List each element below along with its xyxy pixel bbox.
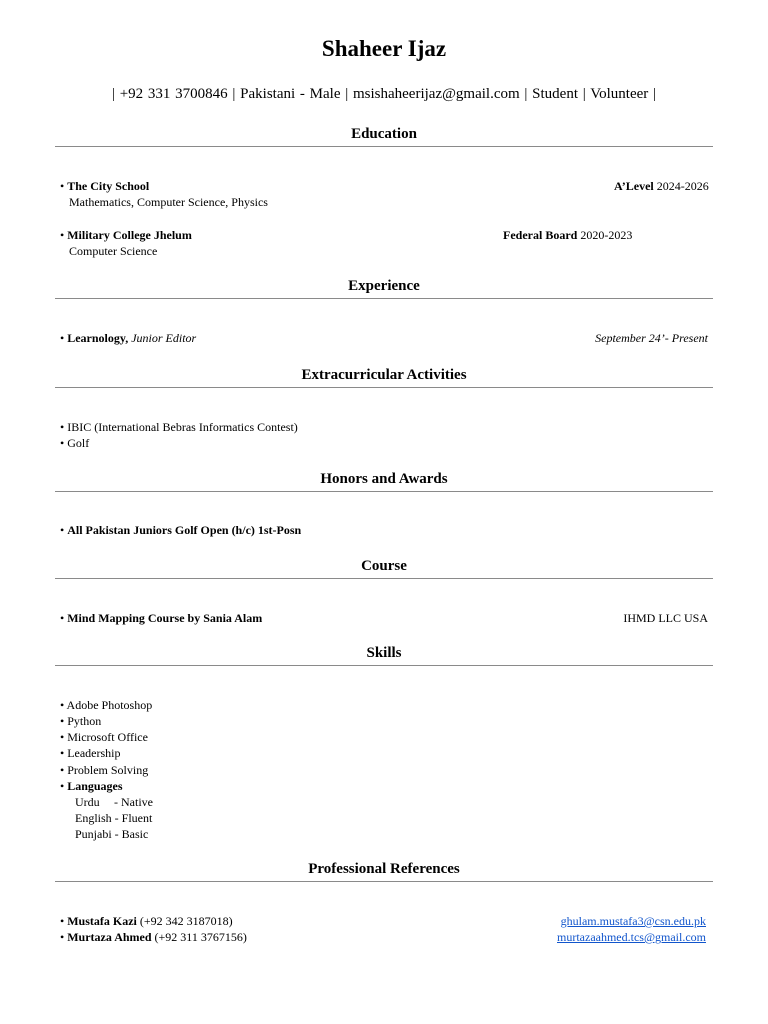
education-board-1 — [614, 178, 709, 194]
reference-phone: (+92 311 3767156) — [154, 930, 247, 944]
course-item: • Mind Mapping Course by Sania Alam — [60, 611, 263, 625]
section-title: Education — [351, 126, 417, 142]
school-name: The City School — [67, 179, 150, 193]
skill-item: • Microsoft Office — [60, 730, 148, 744]
experience-org: Learnology, — [67, 331, 129, 345]
skill-item: • Problem Solving — [60, 763, 149, 777]
section-experience — [55, 276, 713, 299]
board-name: Federal Board — [503, 228, 578, 242]
reference-name: Murtaza Ahmed — [67, 930, 152, 944]
education-years: 2024-2026 — [656, 179, 709, 193]
section-title: Honors and Awards — [320, 471, 448, 487]
section-honors — [55, 469, 713, 492]
language-row: Urdu - Native — [75, 795, 153, 809]
section-references — [55, 859, 713, 882]
reference-email-link[interactable]: murtazaahmed.tcs@gmail.com — [557, 930, 706, 944]
education-item-1: • The City School — [60, 179, 150, 193]
section-title: Professional References — [308, 861, 460, 877]
education-detail-1: Mathematics, Computer Science, Physics — [69, 195, 268, 209]
skill-languages: • Languages — [60, 779, 123, 793]
list-item: • Golf — [60, 436, 90, 450]
school-name: Military College Jhelum — [67, 228, 192, 242]
experience-item: • Learnology, Junior Editor — [60, 331, 197, 345]
section-skills — [55, 643, 713, 666]
course-name: Mind Mapping Course by Sania Alam — [67, 611, 263, 625]
course-provider: IHMD LLC USA — [623, 611, 708, 625]
reference-phone: (+92 342 3187018) — [139, 914, 233, 928]
section-title: Experience — [348, 278, 420, 294]
language-row: Punjabi - Basic — [75, 827, 149, 841]
list-item: • IBIC (International Bebras Informatics Contest) — [60, 420, 298, 434]
board-name: A’Level — [614, 179, 654, 193]
language-row: English - Fluent — [75, 811, 153, 825]
education-detail-2: Computer Science — [69, 244, 158, 258]
honor-item: • All Pakistan Juniors Golf Open (h/c) 1st-Posn — [60, 523, 302, 537]
contact-line: | +92 331 3700846 | Pakistani - Male | msishaheerijaz@gmail.com | Student | Volunteer | — [111, 86, 657, 102]
skill-item: • Leadership — [60, 746, 121, 760]
section-course — [55, 556, 713, 579]
reference-email-link[interactable]: ghulam.mustafa3@csn.edu.pk — [560, 914, 706, 928]
reference-item: • Mustafa Kazi (+92 342 3187018) — [60, 914, 233, 928]
section-extracurricular — [55, 365, 713, 388]
reference-name: Mustafa Kazi — [67, 914, 137, 928]
section-title: Course — [361, 558, 407, 574]
education-years: 2020-2023 — [580, 228, 633, 242]
skill-item: • Python — [60, 714, 102, 728]
experience-dates: September 24’- Present — [595, 331, 708, 345]
resume-name: Shaheer Ijaz — [321, 36, 447, 61]
section-title: Extracurricular Activities — [301, 367, 467, 383]
section-title: Skills — [366, 645, 402, 661]
education-item-2: • Military College Jhelum — [60, 228, 192, 242]
reference-item: • Murtaza Ahmed (+92 311 3767156) — [60, 930, 247, 944]
skill-item: • Adobe Photoshop — [60, 698, 153, 712]
section-education — [55, 124, 713, 147]
experience-role: Junior Editor — [131, 331, 197, 345]
education-board-2 — [503, 227, 632, 243]
